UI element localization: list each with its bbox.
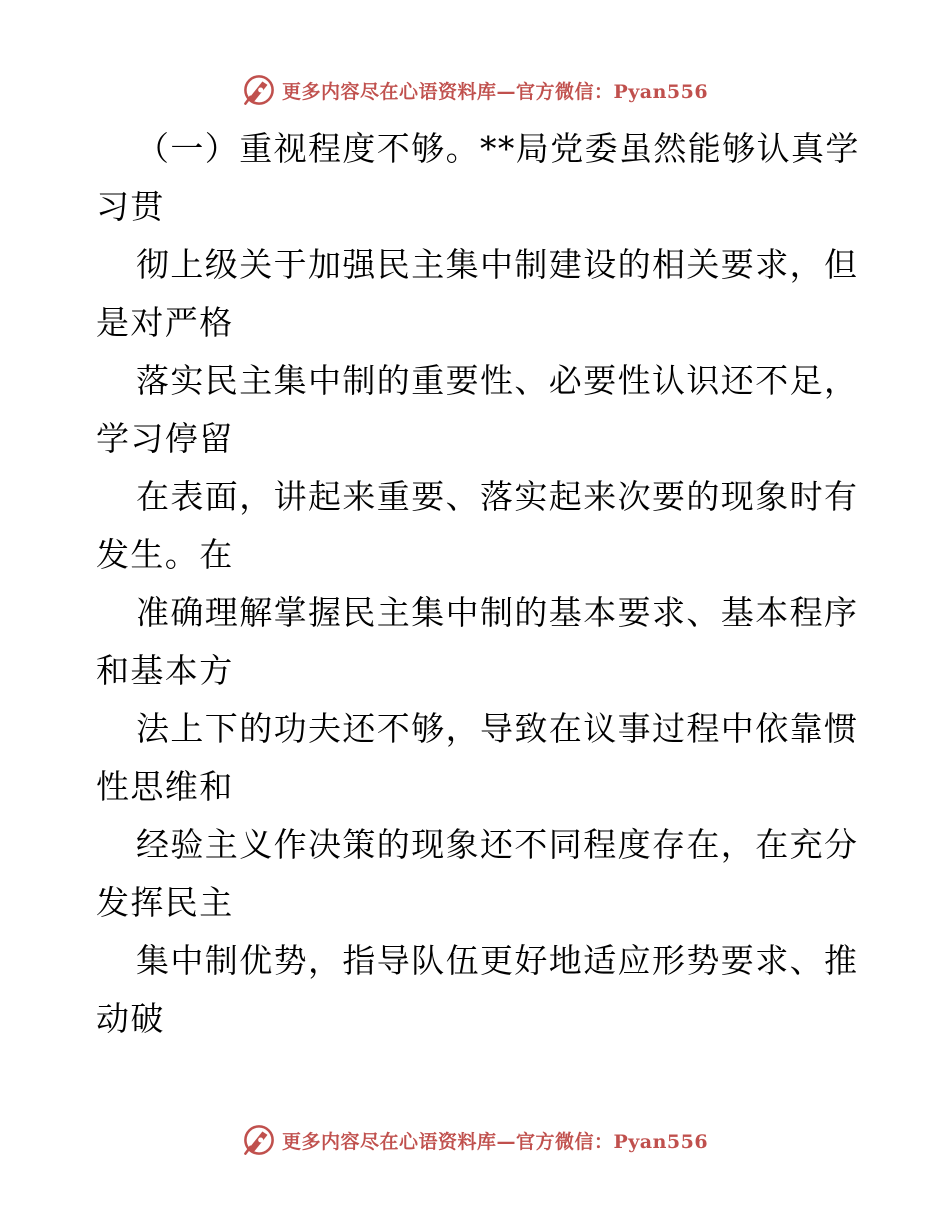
document-body (96, 120, 860, 1048)
footer-banner-text: 更多内容尽在心语资料库—官方微信：Pyan556 (281, 1130, 709, 1153)
body-line: 学习停留 (96, 419, 234, 458)
body-line: 集中制优势，指导队伍更好地适应形势要求、推 (136, 941, 859, 980)
body-line: 习贯 (96, 187, 165, 226)
body-line: （一）重视程度不够。**局党委虽然能够认真学 (136, 129, 860, 168)
body-line: 落实民主集中制的重要性、必要性认识还不足， (136, 361, 859, 400)
body-line: 发生。在 (96, 535, 234, 574)
footer-banner-inner (242, 1123, 708, 1157)
pen-nib-logo-icon (242, 73, 276, 107)
body-line: 在表面，讲起来重要、落实起来次要的现象时有 (136, 477, 859, 516)
body-line: 法上下的功夫还不够，导致在议事过程中依靠惯 (136, 709, 859, 748)
body-line: 发挥民主 (96, 883, 234, 922)
header-banner (0, 70, 950, 110)
header-banner-text: 更多内容尽在心语资料库—官方微信：Pyan556 (281, 80, 709, 103)
body-line: 动破 (96, 999, 165, 1038)
pen-nib-logo-icon (242, 1123, 276, 1157)
body-line: 经验主义作决策的现象还不同程度存在，在充分 (136, 825, 859, 864)
body-line: 是对严格 (96, 303, 234, 342)
body-line: 性思维和 (96, 767, 234, 806)
footer-banner (0, 1120, 950, 1160)
body-line: 准确理解掌握民主集中制的基本要求、基本程序 (136, 593, 859, 632)
header-banner-inner (242, 73, 708, 107)
body-line: 和基本方 (96, 651, 234, 690)
body-line: 彻上级关于加强民主集中制建设的相关要求，但 (136, 245, 859, 284)
